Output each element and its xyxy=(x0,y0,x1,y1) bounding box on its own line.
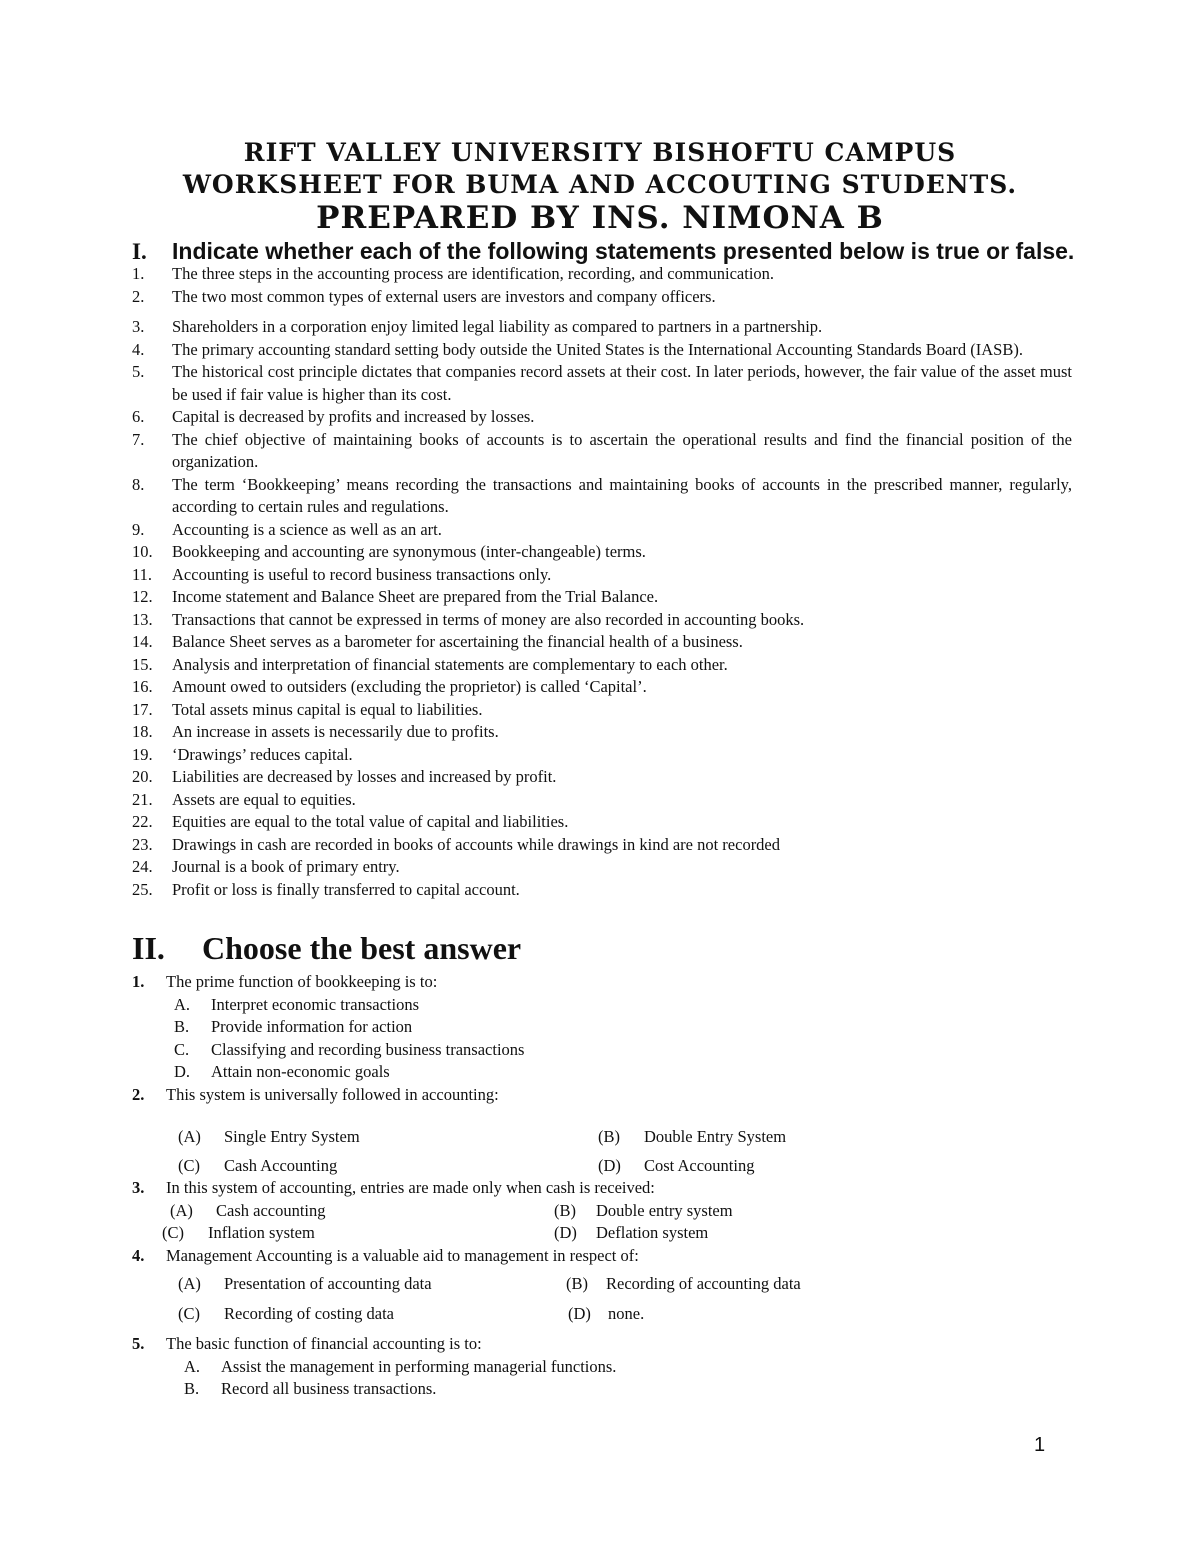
answer-option: A. Assist the management in performing managerial functions. xyxy=(184,1356,617,1376)
section-1-heading xyxy=(132,238,1074,265)
question-stem: 4. Management Accounting is a valuable aid to management in respect of: xyxy=(132,1245,639,1265)
question-5 xyxy=(132,1333,1072,1401)
true-false-list xyxy=(132,263,1072,901)
answer-option: (D) Deflation system xyxy=(554,1223,709,1242)
list-item: 5. The historical cost principle dictates that companies record assets at their cost. In later periods, however, the fair value of the asset must be used if fair value is higher than its cost. xyxy=(132,362,1072,404)
options-row xyxy=(132,1126,1072,1155)
list-item: 2. The two most common types of external users are investors and company officers. xyxy=(132,286,716,306)
answer-option: D. Attain non-economic goals xyxy=(174,1062,390,1081)
page-number: 1 xyxy=(1034,1434,1046,1456)
answer-option: (D) none. xyxy=(568,1304,645,1323)
answer-option: C. Classifying and recording business transactions xyxy=(174,1039,525,1059)
answer-option: A. Interpret economic transactions xyxy=(174,994,419,1014)
list-item: 3. Shareholders in a corporation enjoy limited legal liability as compared to partners in a partnership. xyxy=(132,317,823,336)
answer-option: (B) Recording of accounting data xyxy=(566,1274,801,1293)
answer-option: (D) Cost Accounting xyxy=(598,1156,755,1175)
list-item: 14. Balance Sheet serves as a barometer for ascertaining the financial health of a business. xyxy=(132,632,743,651)
list-item: 22. Equities are equal to the total value of capital and liabilities. xyxy=(132,812,569,831)
list-item: 15. Analysis and interpretation of financial statements are complementary to each other. xyxy=(132,654,728,674)
question-stem: 1. The prime function of bookkeeping is to: xyxy=(132,972,438,991)
options-row xyxy=(132,1273,1072,1303)
answer-option: (C) Recording of costing data xyxy=(178,1304,394,1323)
list-item: 6. Capital is decreased by profits and increased by losses. xyxy=(132,407,535,426)
list-item: 16. Amount owed to outsiders (excluding the proprietor) is called ‘Capital’. xyxy=(132,677,647,696)
list-item: 23. Drawings in cash are recorded in books of accounts while drawings in kind are not recorded xyxy=(132,834,781,854)
list-item: 25. Profit or loss is finally transferred to capital account. xyxy=(132,879,520,899)
list-item: 12. Income statement and Balance Sheet are prepared from the Trial Balance. xyxy=(132,587,659,606)
question-2-options xyxy=(132,1126,1072,1184)
question-1 xyxy=(132,971,1072,1106)
list-item: 8. The term ‘Bookkeeping’ means recording the transactions and maintaining books of accounts in the prescribed manner, regularly, according to certain rules and regulations. xyxy=(132,474,1072,516)
answer-option: (A) Presentation of accounting data xyxy=(178,1274,432,1293)
question-3 xyxy=(132,1177,1072,1267)
section-1-title: Indicate whether each of the following statements presented below is true or false. xyxy=(172,238,1075,264)
worksheet-title: WORKSHEET FOR BUMA AND ACCOUTING STUDENTS. xyxy=(182,170,1018,199)
list-item: 10. Bookkeeping and accounting are synonymous (inter-changeable) terms. xyxy=(132,542,646,561)
question-stem: 3. In this system of accounting, entries are made only when cash is received: xyxy=(132,1178,655,1197)
section-2-heading xyxy=(132,930,521,967)
question-stem: 2. This system is universally followed in accounting: xyxy=(132,1084,499,1104)
university-title: RIFT VALLEY UNIVERSITY BISHOFTU CAMPUS xyxy=(243,138,957,167)
list-item: 19. ‘Drawings’ reduces capital. xyxy=(132,744,353,764)
section-1-number: I. xyxy=(132,239,147,264)
section-2-title: Choose the best answer xyxy=(202,930,522,966)
answer-option: (C) Inflation system xyxy=(162,1223,315,1242)
list-item: 24. Journal is a book of primary entry. xyxy=(132,857,400,876)
list-item: 17. Total assets minus capital is equal to liabilities. xyxy=(132,699,483,719)
list-item: 13. Transactions that cannot be expressed in terms of money are also recorded in accounting books. xyxy=(132,609,805,629)
answer-option: (A) Single Entry System xyxy=(178,1127,360,1146)
question-stem: 5. The basic function of financial accounting is to: xyxy=(132,1334,482,1353)
list-item: 7. The chief objective of maintaining books of accounts is to ascertain the operational results and find the financial position of the organization. xyxy=(132,429,1072,471)
section-2-number: II. xyxy=(132,930,165,966)
options-row xyxy=(132,1222,1072,1245)
list-item: 21. Assets are equal to equities. xyxy=(132,789,356,809)
list-item: 18. An increase in assets is necessarily due to profits. xyxy=(132,722,499,741)
list-item: 4. The primary accounting standard setting body outside the United States is the International Accounting Standards Board (IASB). xyxy=(132,339,1023,359)
answer-option: B. Record all business transactions. xyxy=(184,1379,437,1398)
list-item: 1. The three steps in the accounting process are identification, recording, and communication. xyxy=(132,264,775,283)
answer-option: (C) Cash Accounting xyxy=(178,1156,338,1175)
list-item: 9. Accounting is a science as well as an art. xyxy=(132,519,442,539)
answer-option: (A) Cash accounting xyxy=(170,1200,326,1220)
options-row xyxy=(132,1303,1072,1333)
prepared-by: PREPARED BY INS. NIMONA B xyxy=(316,200,884,236)
answer-option: (B) Double Entry System xyxy=(598,1127,787,1146)
list-item: 20. Liabilities are decreased by losses and increased by profit. xyxy=(132,767,557,786)
answer-option: (B) Double entry system xyxy=(554,1200,733,1220)
list-item: 11. Accounting is useful to record business transactions only. xyxy=(132,564,552,584)
options-row xyxy=(132,1200,1072,1223)
question-4-options xyxy=(132,1273,1072,1333)
answer-option: B. Provide information for action xyxy=(174,1017,413,1036)
